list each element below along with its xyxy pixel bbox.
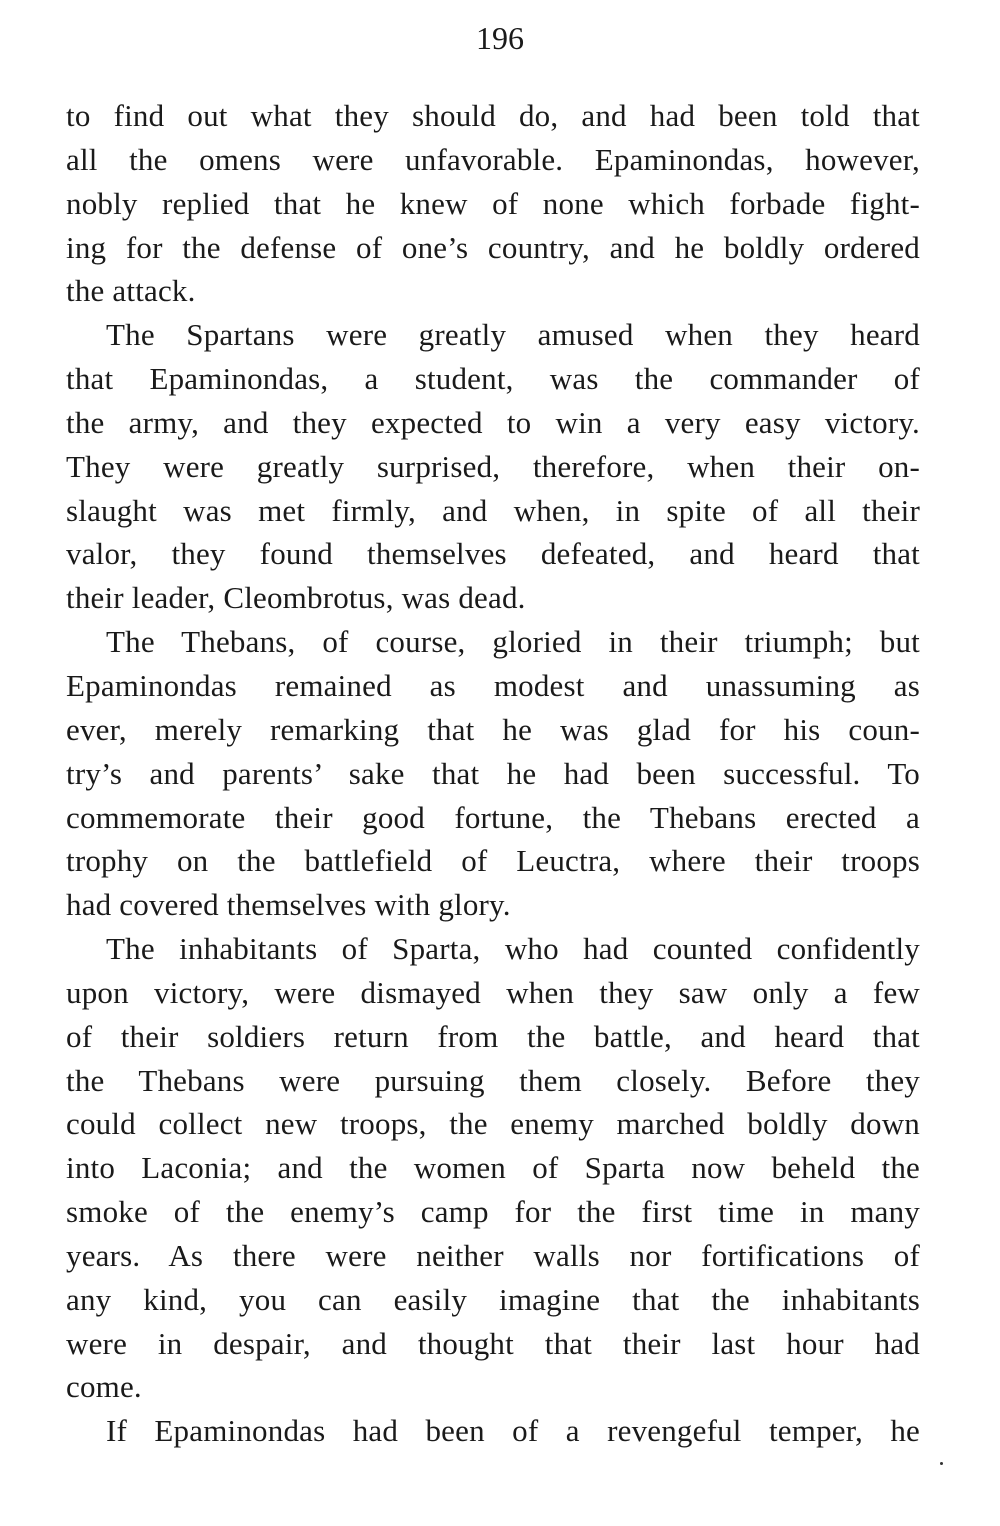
text-line: The Thebans, of course, gloried in their triumph; but: [106, 624, 920, 660]
text-line: to find out what they should do, and had been told that: [66, 98, 920, 133]
text-line: valor, they found themselves defeated, and heard that: [66, 536, 920, 572]
text-line: ever, merely remarking that he was glad for his coun-: [66, 711, 920, 747]
text-line: slaught was met firmly, and when, in spite of all their: [66, 492, 920, 528]
text-line: the Thebans were pursuing them closely. Before they: [66, 1062, 920, 1098]
text-line: The Spartans were greatly amused when they heard: [106, 317, 920, 353]
text-line: had covered themselves with glory.: [66, 887, 511, 923]
text-line: ing for the defense of one’s country, and he boldly ordered: [66, 229, 920, 265]
text-line: the attack.: [66, 273, 196, 309]
text-line: If Epaminondas had been of a revengeful temper, he: [106, 1413, 920, 1449]
text-line: trophy on the battlefield of Leuctra, where their troops: [66, 843, 920, 879]
print-speck: [940, 1462, 943, 1465]
page-number: 196: [476, 20, 524, 56]
text-line: any kind, you can easily imagine that the inhabitants: [66, 1281, 920, 1317]
text-line: nobly replied that he knew of none which forbade fight-: [66, 185, 920, 221]
text-line: were in despair, and thought that their last hour had: [66, 1325, 920, 1361]
text-line: the army, and they expected to win a very easy victory.: [66, 404, 920, 440]
text-line: their leader, Cleombrotus, was dead.: [66, 580, 526, 616]
text-line: upon victory, were dismayed when they saw only a few: [66, 974, 920, 1010]
text-line: years. As there were neither walls nor fortifications of: [66, 1237, 920, 1273]
text-line: try’s and parents’ sake that he had been successful. To: [66, 755, 920, 791]
body-text: [66, 94, 920, 1453]
text-line: all the omens were unfavorable. Epaminondas, however,: [66, 141, 920, 177]
text-line: The inhabitants of Sparta, who had counted confidently: [106, 931, 920, 967]
text-line: They were greatly surprised, therefore, when their on-: [66, 448, 920, 484]
text-line: could collect new troops, the enemy marched boldly down: [66, 1106, 920, 1142]
text-line: of their soldiers return from the battle, and heard that: [66, 1018, 920, 1054]
text-line: into Laconia; and the women of Sparta now beheld the: [66, 1150, 920, 1186]
text-line: come.: [66, 1369, 142, 1405]
text-line: that Epaminondas, a student, was the commander of: [66, 361, 920, 397]
text-line: Epaminondas remained as modest and unassuming as: [66, 667, 920, 703]
text-line: smoke of the enemy’s camp for the first time in many: [66, 1194, 920, 1230]
text-line: commemorate their good fortune, the Thebans erected a: [66, 799, 920, 835]
